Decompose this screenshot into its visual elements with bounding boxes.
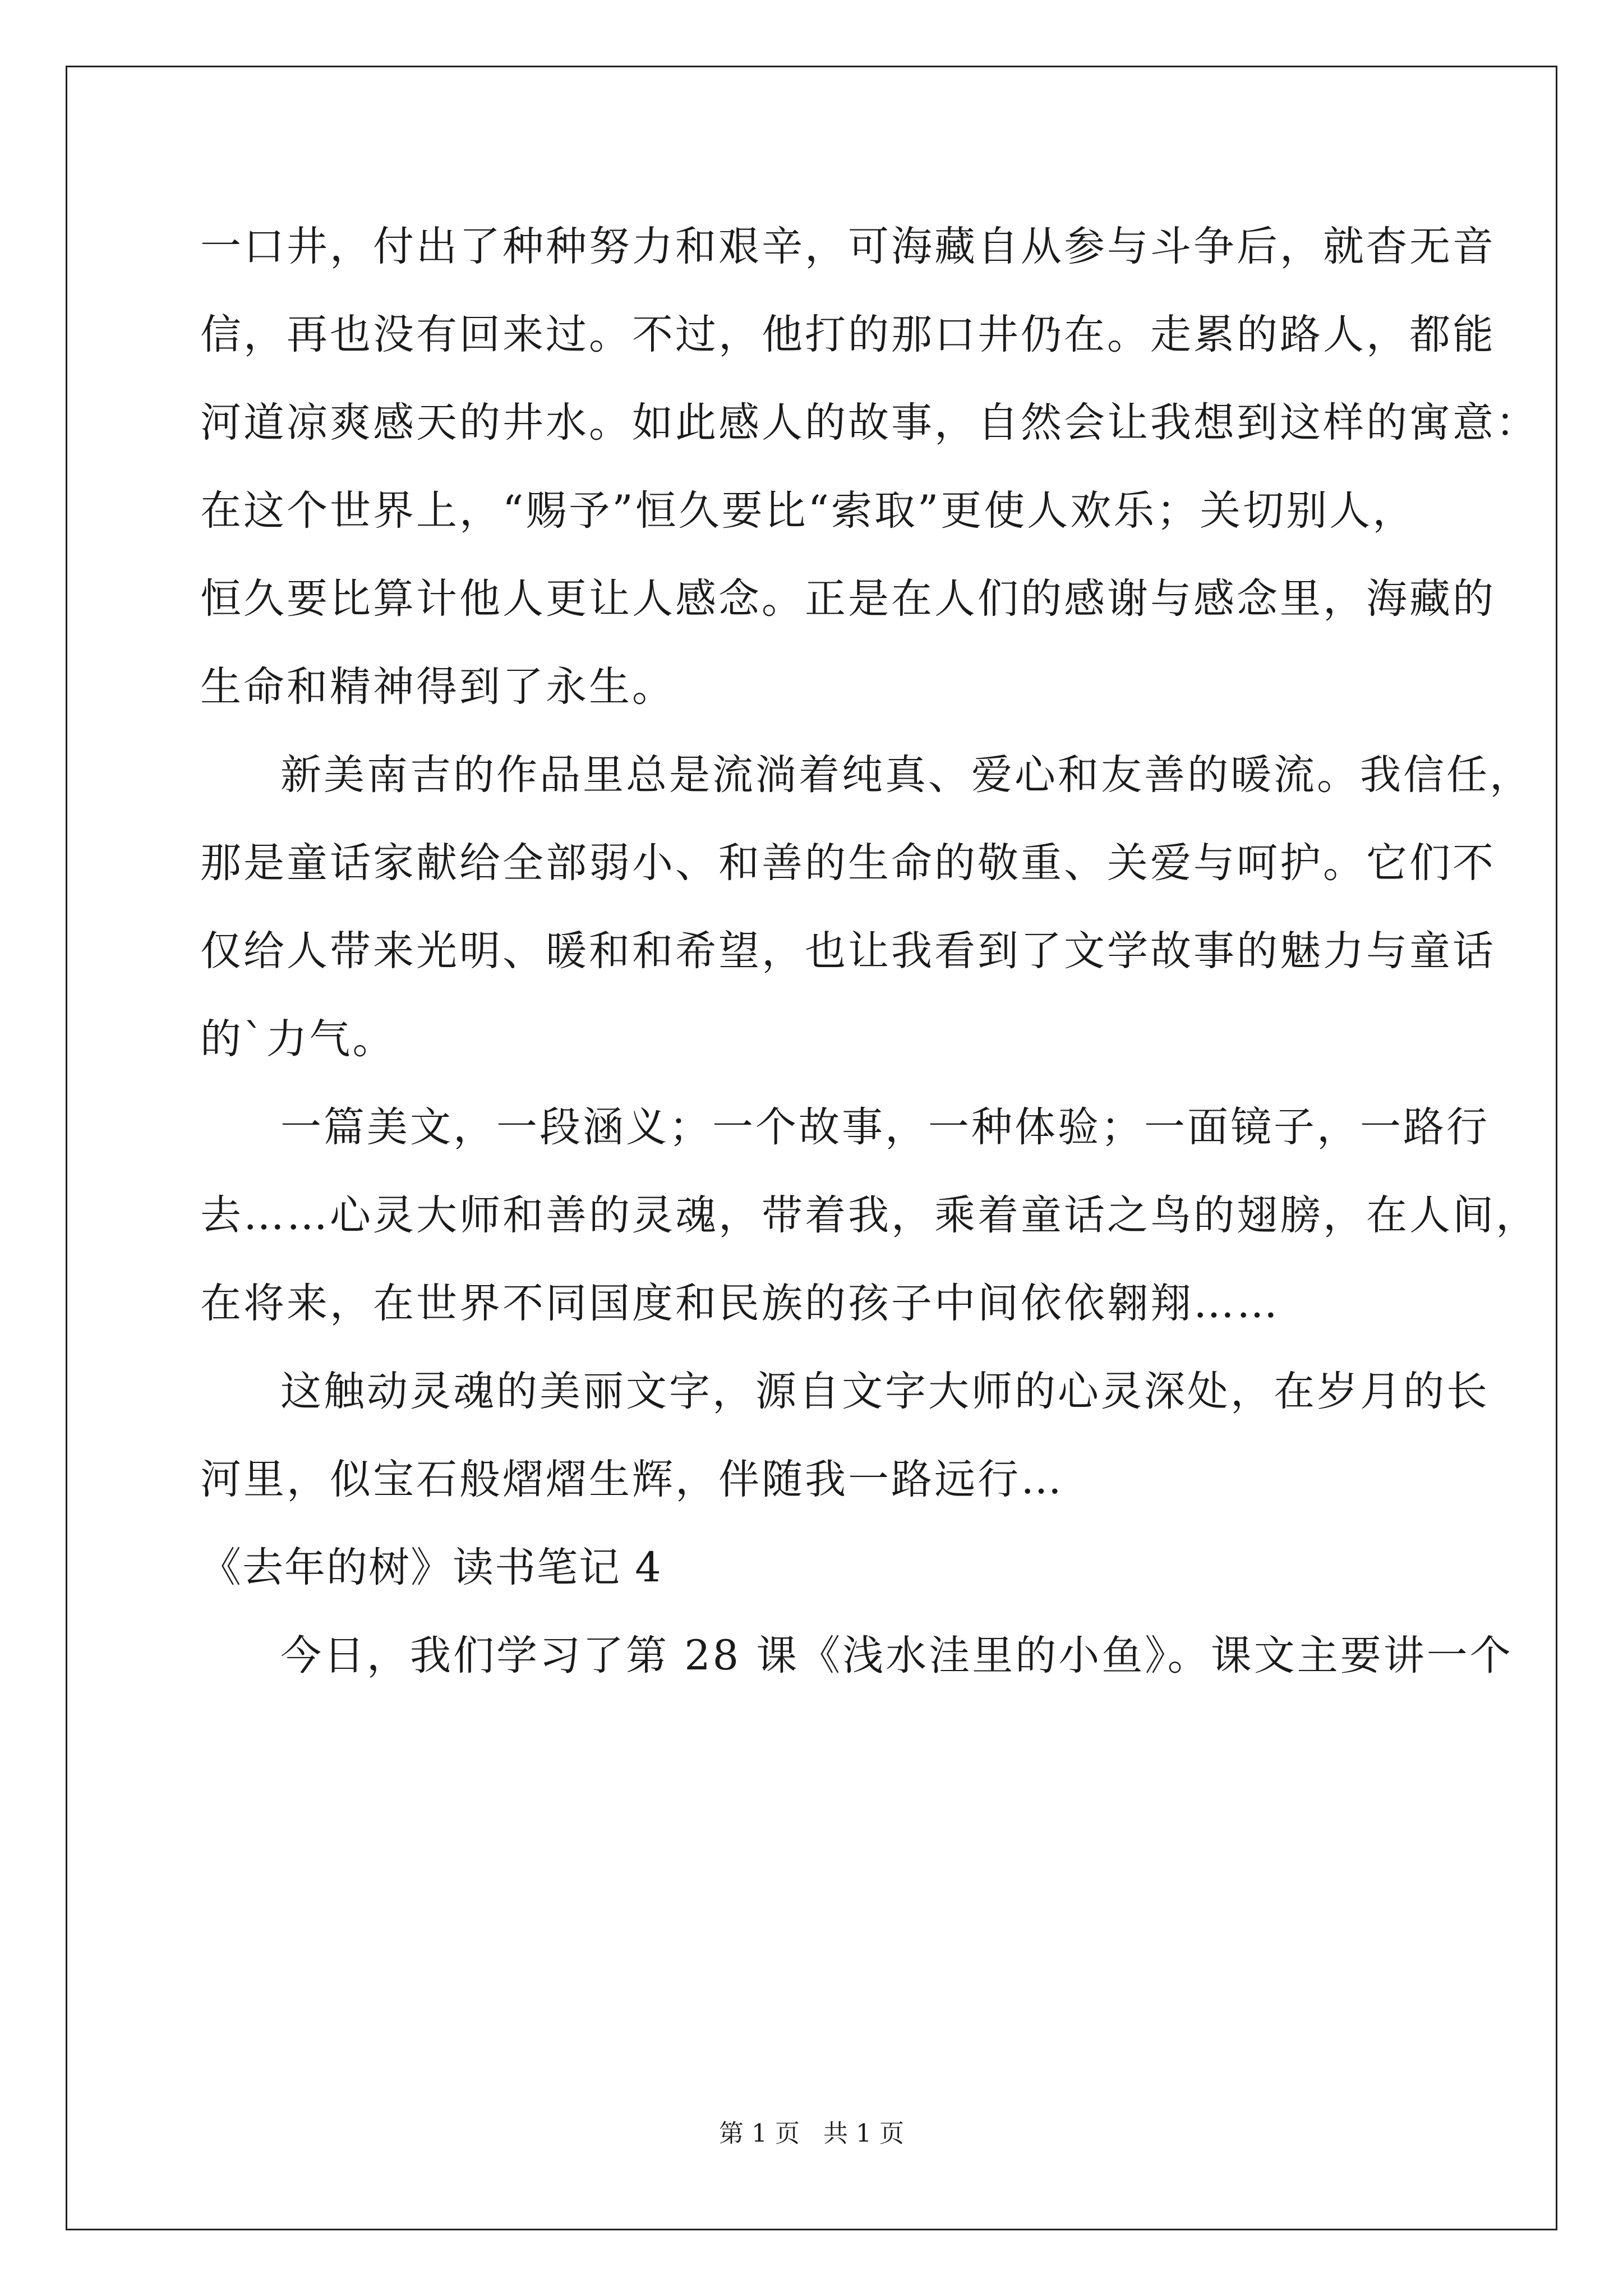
text-line: 去……心灵大师和善的灵魂，带着我，乘着童话之鸟的翅膀，在人间， [200,1191,1539,1239]
page-number: 第 1 页 [719,2119,800,2148]
text-line: 的`力气。 [200,1015,396,1063]
text-line: 那是童话家献给全部弱小、和善的生命的敬重、关爱与呵护。它们不 [200,839,1496,887]
text-line: 河道凉爽感天的井水。如此感人的故事，自然会让我想到这样的寓意： [200,399,1539,447]
text-line: 生命和精神得到了永生。 [200,663,675,711]
text-line: 新美南吉的作品里总是流淌着纯真、爱心和友善的暖流。我信任， [280,751,1533,799]
text-line: 在将来，在世界不同国度和民族的孩子中间依依翱翔…… [200,1280,1280,1327]
page-footer [0,2117,1623,2151]
text-line: 河里，似宝石般熠熠生辉，伴随我一路远行… [200,1456,1064,1503]
text-line: 仅给人带来光明、暖和和希望，也让我看到了文学故事的魅力与童话 [200,927,1496,975]
text-line: 在这个世界上，“赐予”恒久要比“索取”更使人欢乐；关切别人， [200,487,1416,535]
text-line: 这触动灵魂的美丽文字，源自文字大师的心灵深处，在岁月的长 [280,1368,1490,1415]
text-line: 今日，我们学习了第 28 课《浅水洼里的小鱼》。课文主要讲一个 [280,1632,1513,1680]
page-total: 共 1 页 [823,2119,904,2148]
text-line: 一口井，付出了种种努力和艰辛，可海藏自从参与斗争后，就杳无音 [200,223,1496,270]
section-heading: 《去年的树》读书笔记 4 [200,1544,662,1591]
text-line: 一篇美文，一段涵义；一个故事，一种体验；一面镜子，一路行 [280,1103,1490,1151]
text-line: 恒久要比算计他人更让人感念。正是在人们的感谢与感念里，海藏的 [200,575,1496,623]
text-line: 信，再也没有回来过。不过，他打的那口井仍在。走累的路人，都能 [200,311,1496,358]
